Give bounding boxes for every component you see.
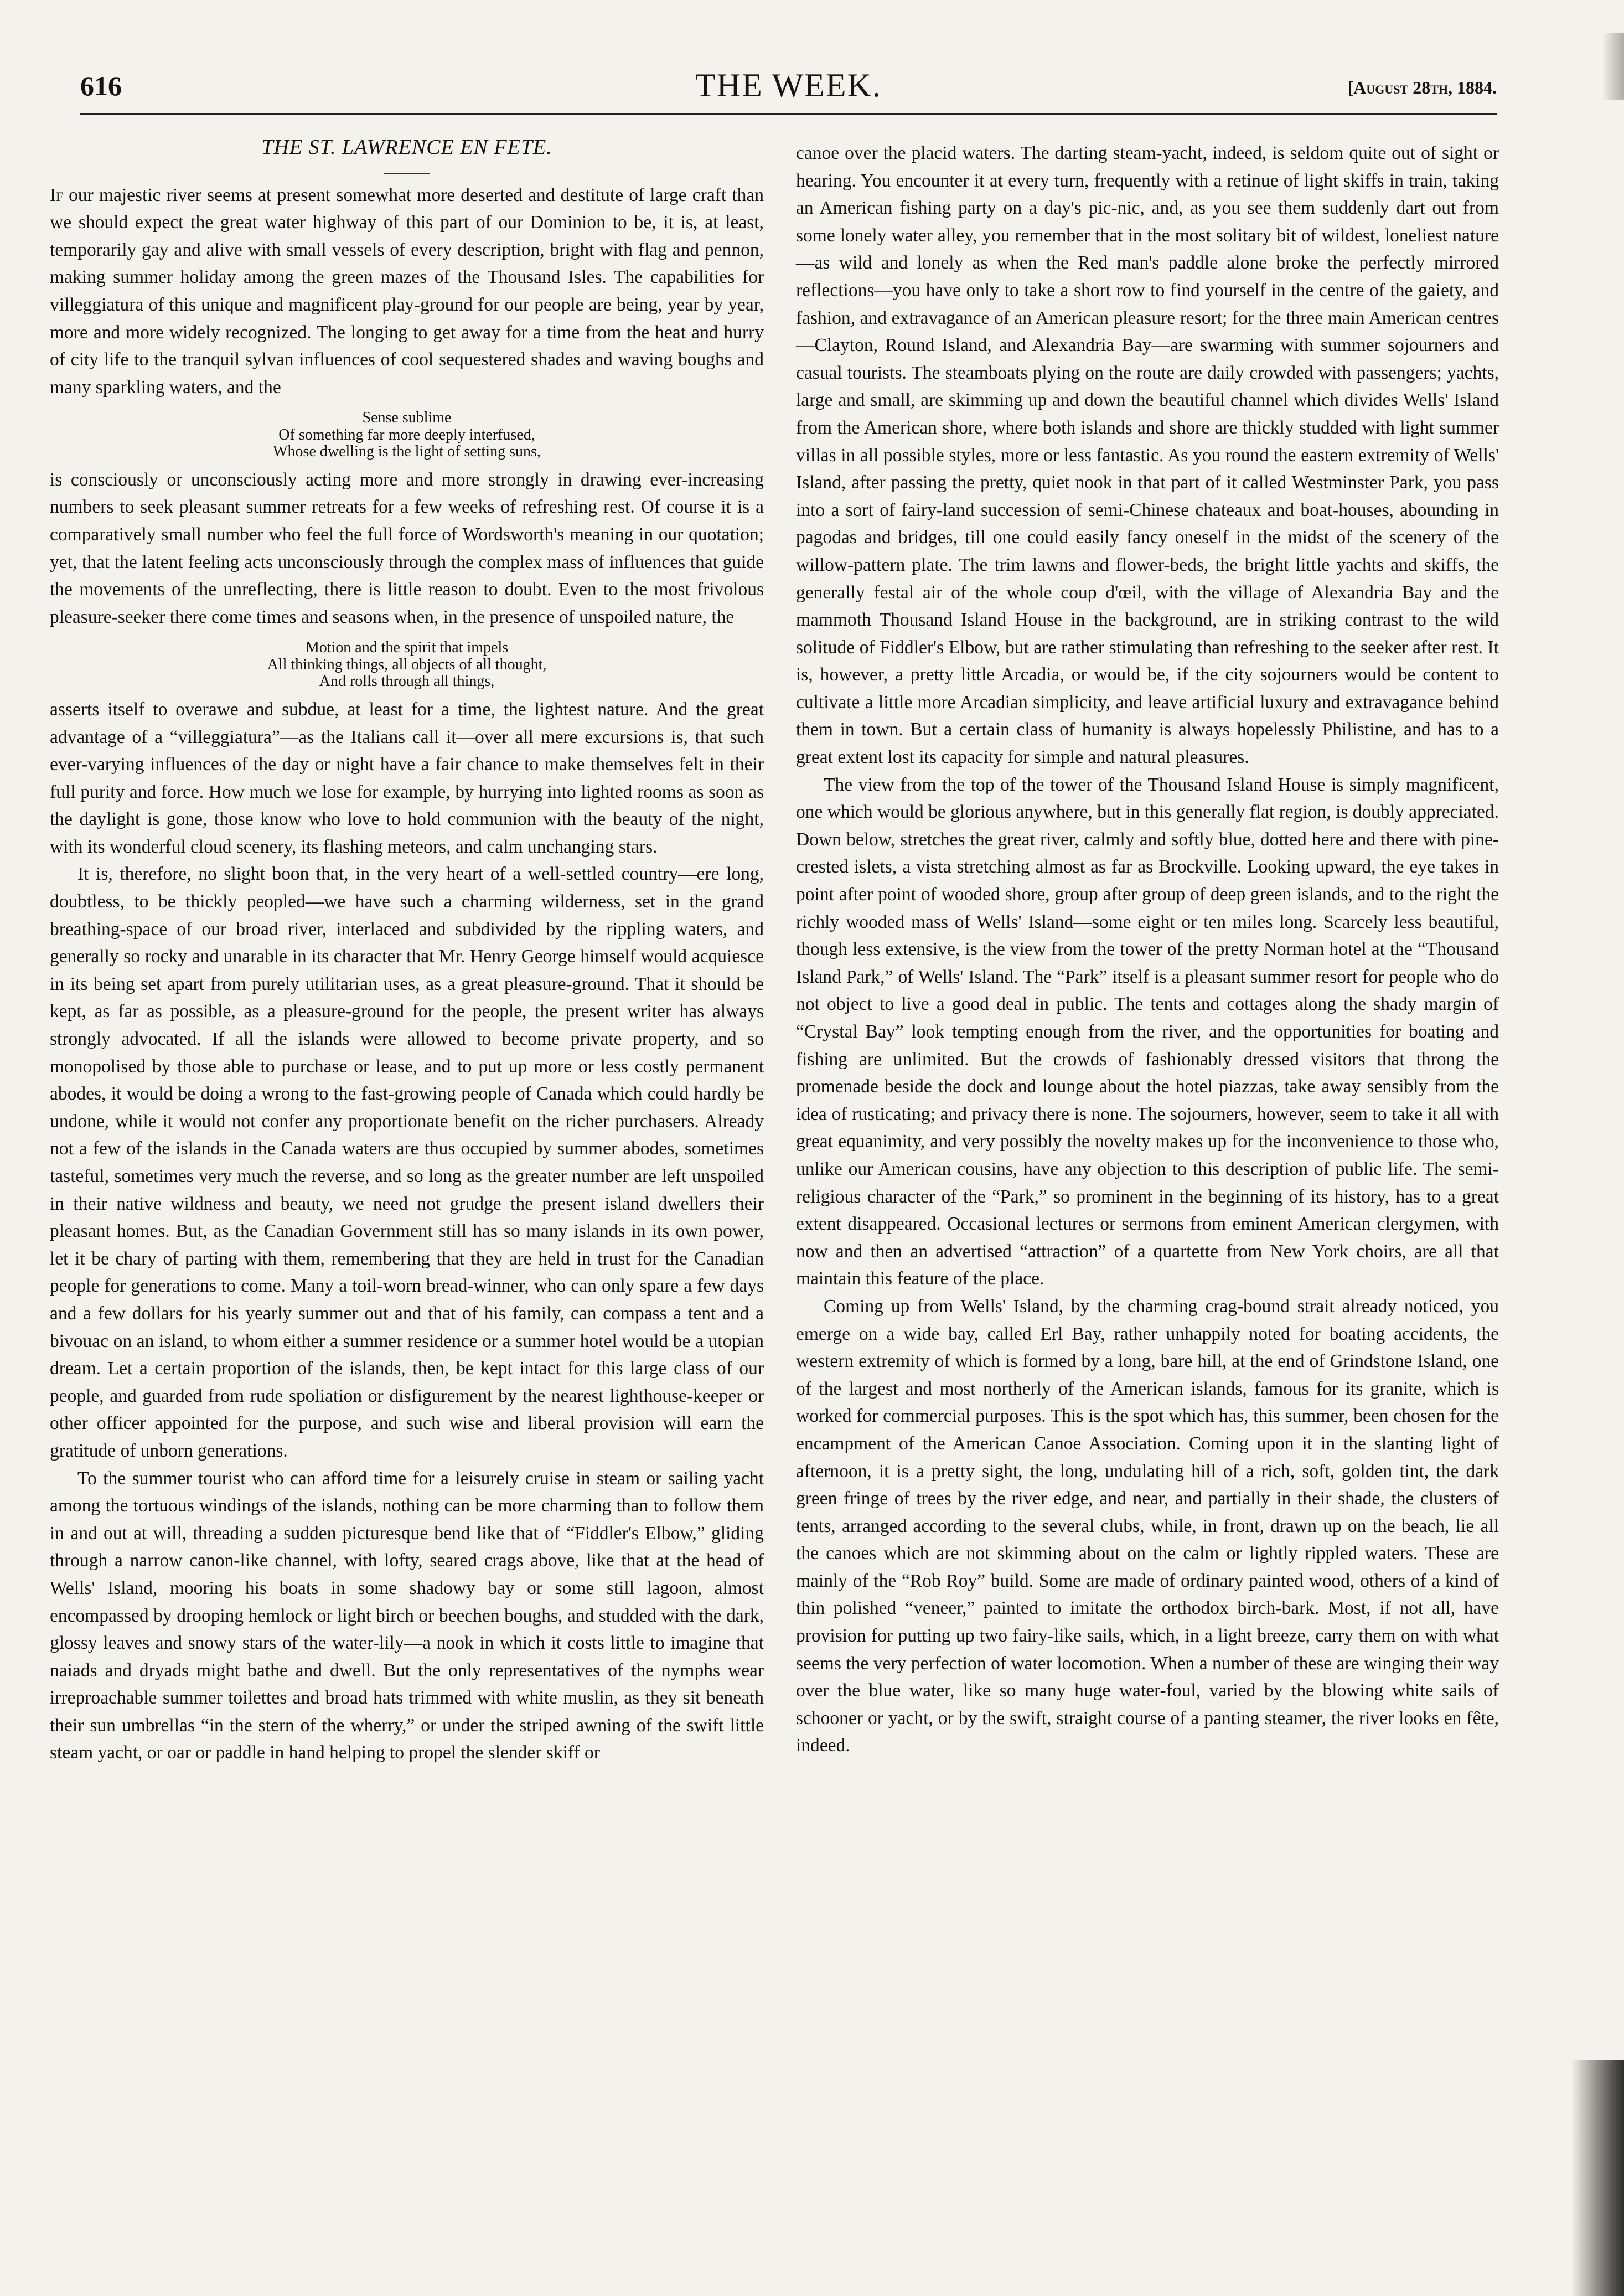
page-number: 616 [80, 70, 122, 101]
quotation-1 [50, 410, 764, 461]
paragraph-1 [50, 182, 764, 401]
paragraph-3: asserts itself to overawe and subdue, at least for a time, the lightest nature. And the great advantage of a “villeggiatura”—as the Italians call it—over all mere excursions is, that such ever-varying influences of the day or night have a fair chance to make themselves felt in their full purity and force. How much we lose for example, by hurrying into lighted rooms as soon as the daylight is gone, those know who love to hold communion with the beauty of the night, with its wonderful cloud scenery, its flashing meteors, and calm unchanging stars. [50, 699, 764, 857]
verse-line: And rolls through all things, [319, 673, 495, 690]
paragraph-7: The view from the top of the tower of the Thousand Island House is simply magnificent, one which would be glorious anywhere, but in this generally flat region, is doubly appreciated. Down below, stretches the great river, calmly and softly blue, dotted here and there with pine-crested islets, a vista stretching almost as far as Brockville. Looking upward, the eye takes in point after point of wooded shore, group after group of deep green islands, and to the right the richly wooded mass of Wells' Island—some eight or ten miles long. Scarcely less beautiful, though less extensive, is the view from the tower of the pretty Norman hotel at the “Thousand Island Park,” of Wells' Island. The “Park” itself is a pleasant summer resort for people who do not object to live a good deal in public. The tents and cottages along the shady margin of “Crystal Bay” look tempting enough from the river, and the opportunities for boating and fishing are unlimited. But the crowds of fashionably dressed visitors that throng the promenade beside the dock and lounge about the hotel piazzas, take away sensibly from the idea of rusticating; and privacy there is none. The sojourners, however, seem to take it all with great equanimity, and very possibly the novelty makes up for the inconvenience to those who, unlike our American cousins, have any objection to this description of public life. The semi-religious character of the “Park,” so prominent in the beginning of its history, has to a great extent disappeared. Occasional lectures or sermons from eminent American clergymen, with now and then an advertised “attraction” of a quartette from New York choirs, are all that maintain this feature of the place. [796, 774, 1499, 1289]
paragraph-2: is consciously or unconsciously acting more and more strongly in drawing ever-increasing numbers to seek pleasant summer retreats for a few weeks of refreshing rest. Of course it is a comparatively small number who feel the full force of Wordsworth's meaning in our quotation; yet, that the latent feeling acts unconsciously through the complex mass of influences that guide the movements of the unreflecting, there is little reason to doubt. Even to the most frivolous pleasure-seeker there come times and seasons when, in the presence of unspoiled nature, the [50, 469, 764, 627]
masthead-title: THE WEEK. [695, 67, 882, 104]
verse-line: Motion and the spirit that impels [305, 639, 509, 657]
right-column [796, 140, 1499, 1760]
paragraph-5: To the summer tourist who can afford time for a leisurely cruise in steam or sailing yacht among the tortuous windings of the islands, nothing can be more charming than to follow them in and out at will, threading a sudden picturesque bend like that of “Fiddler's Elbow,” gliding through a narrow canon-like channel, with lofty, seared crags above, like that at the head of Wells' Island, mooring his boats in some shadowy bay or some still lagoon, almost encompassed by drooping hemlock or light birch or beechen boughs, and studded with the dark, glossy leaves and snowy stars of the water-lily—a nook in which it costs little to imagine that naiads and dryads might bathe and dwell. But the only representatives of the nymphs wear irreproachable summer toilettes and broad hats trimmed with white muslin, as they sit beneath their sun umbrellas “in the stern of the wherry,” or under the striped awning of the swift little steam yacht, or oar or paddle in hand helping to propel the slender skiff or [50, 1468, 764, 1763]
paragraph-6: canoe over the placid waters. The darting steam-yacht, indeed, is seldom quite out of sight or hearing. You encounter it at every turn, frequently with a retinue of light skiffs in train, taking an American fishing party on a day's pic-nic, and, as you see them suddenly dart out from some lonely water alley, you remember that in the most solitary bit of wildest, loneliest nature—as wild and lonely as when the Red man's paddle alone broke the perfectly mirrored reflections—you have only to take a short row to find yourself in the centre of the gaiety, and fashion, and extravagance of an American pleasure resort; for the three main American centres—Clayton, Round Island, and Alexandria Bay—are swarming with summer sojourners and casual tourists. The steamboats plying on the route are daily crowded with passengers; yachts, large and small, are skimming up and down the beautiful channel which divides Wells' Island from the American shore, where both islands and shore are thickly studded with light summer villas in all possible styles, more or less fantastic. As you round the eastern extremity of Wells' Island, after passing the pretty, quiet nook in that part of it called Westminster Park, you pass into a sort of fairy-land succession of semi-Chinese chateaux and boat-houses, abounding in pagodas and bridges, till one could easily fancy oneself in the midst of the scenery of the willow-pattern plate. The trim lawns and flower-beds, the bright little yachts and skiffs, the generally festal air of the whole coup d'œil, with the village of Alexandria Bay and the mammoth Thousand Island House in the background, are in striking contrast to the wild solitude of Fiddler's Elbow, but are rather stimulating than refreshing to the seeker after rest. It is, however, a pretty little Arcadia, or would be, if the city sojourners would be content to cultivate a little more Arcadian simplicity, and leave artificial luxury and extravagance behind them in town. But a certain class of humanity is always hopelessly Philistine, and has to a great extent lost its capacity for simple and natural pleasures. [796, 143, 1499, 768]
issue-date: [August 28th, 1884. [1347, 78, 1497, 97]
title-rule [384, 173, 430, 174]
verse-line: Whose dwelling is the light of setting suns, [273, 443, 541, 461]
verse-line: All thinking things, all objects of all thought, [267, 656, 547, 673]
paragraph-4: It is, therefore, no slight boon that, in the very heart of a well-settled country—ere long, doubtless, to be thickly peopled—we have such a charming wilderness, set in the grand breathing-space of our broad river, interlaced and subdivided by the rippling waters, and generally so rocky and unarable in its character that Mr. Henry George himself would acquiesce in its being set apart from purely utilitarian uses, as a great pleasure-ground. That it should be kept, as far as possible, as a pleasure-ground for the people, the present writer has always strongly advocated. If all the islands were allowed to become private property, and so monopolised by those able to purchase or lease, and to put up more or less costly permanent abodes, it would be doing a wrong to the fast-growing people of Canada which could hardly be undone, while it would not confer any proportionate benefit on the richer purchasers. Already not a few of the islands in the Canada waters are thus occupied by summer abodes, sometimes tasteful, sometimes very much the reverse, and so long as the greater number are left unspoiled in their native wildness and beauty, we need not grudge the present island dwellers their pleasant homes. But, as the Canadian Government still has so many islands in its own power, let it be chary of parting with them, remembering that they are held in trust for the Canadian people for generations to come. Many a toil-worn bread-winner, who can only spare a few days and a few dollars for his yearly summer out and that of his family, can compass a tent and a bivouac on an island, to whom either a summer residence or a summer hotel would be a utopian dream. Let a certain proportion of the islands, then, be kept intact for this large class of our people, and guarded from rude spoliation or disfigurement by the nearest lighthouse-keeper or other officer appointed for the purpose, and such wise and liberal provision will earn the gratitude of unborn generations. [50, 864, 764, 1461]
article-title: THE ST. LAWRENCE EN FETE. [261, 136, 552, 159]
page-header [80, 66, 1497, 111]
scan-edge-shadow-top [1602, 33, 1624, 100]
paragraph-1-text: our majestic river seems at present somewhat more deserted and destitute of large craft than we should expect the great water highway of this part of our Dominion to be, it is, at least, temporarily gay and alive with small vessels of every description, bright with flag and pennon, making summer holiday among the green mazes of the Thousand Isles. The capabilities for villeggiatura of this unique and magnificent play-ground for our people are being, year by year, more and more widely recognized. The longing to get away for a time from the heat and hurry of city life to the tranquil sylvan influences of cool sequestered shades and waving boughs and many sparkling waters, and the [50, 184, 764, 398]
scan-edge-shadow [1571, 2060, 1624, 2296]
paragraph-8: Coming up from Wells' Island, by the charming crag-bound strait already noticed, you emerge on a wide bay, called Erl Bay, rather unhappily noted for boating accidents, the western extremity of which is formed by a long, bare hill, at the end of Grindstone Island, one of the largest and most northerly of the American islands, famous for its granite, which is worked for commercial purposes. This is the spot which has, this summer, been chosen for the encampment of the American Canoe Association. Coming upon it in the slanting light of afternoon, it is a pretty sight, the long, undulating hill of a rich, soft, golden tint, the dark green fringe of trees by the river edge, and near, and partially in their shade, the clusters of tents, arranged according to the several clubs, while, in front, drawn up on the beach, lie all the canoes which are not skimming about on the calm or lightly rippled waters. These are mainly of the “Rob Roy” build. Some are made of ordinary painted wood, others of a kind of thin polished “veneer,” painted to imitate the orthodox birch-bark. Most, if not all, have provision for putting up two fairy-like sails, which, in a light breeze, carry them on with what seems the very perfection of water locomotion. When a number of these are winging their way over the blue water, like so many huge water-foul, varied by the blowing white sails of schooner or yacht, or by the swift, straight course of a panting steamer, the river looks en fête, indeed. [796, 1296, 1499, 1756]
verse-line: Sense sublime [362, 409, 452, 427]
quotation-2 [50, 639, 764, 690]
left-column [50, 133, 764, 1767]
verse-line: Of something far more deeply interfused, [278, 426, 535, 443]
initial-word: If [50, 184, 63, 205]
header-rule [80, 113, 1497, 115]
